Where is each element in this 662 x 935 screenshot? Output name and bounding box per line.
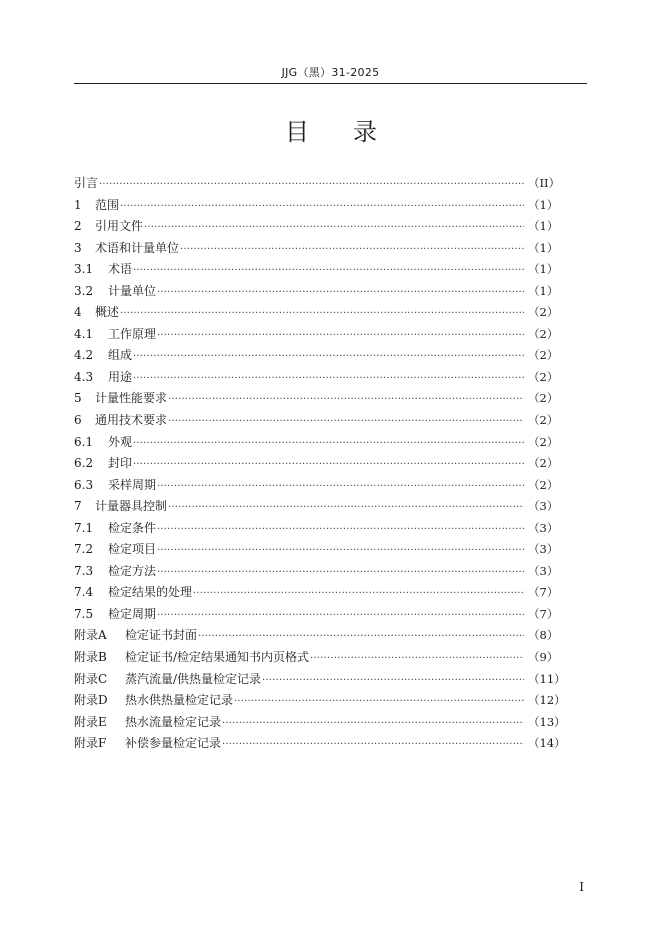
toc-entry-number: 3.2 bbox=[74, 283, 94, 298]
toc-entry-label: 工作原理 bbox=[108, 326, 157, 341]
toc-entry[interactable] bbox=[74, 690, 566, 712]
toc-entry[interactable] bbox=[74, 432, 558, 454]
toc-entry[interactable] bbox=[74, 496, 558, 518]
toc-entry-page: （13） bbox=[528, 714, 566, 729]
toc-entry-label: 检定项目 bbox=[108, 542, 157, 557]
toc-dot-leader bbox=[120, 196, 524, 218]
toc-entry[interactable] bbox=[74, 216, 558, 238]
toc-entry-number: 4.1 bbox=[74, 326, 94, 341]
toc-dot-leader bbox=[234, 691, 524, 713]
toc-dot-leader bbox=[168, 497, 524, 519]
toc-dot-leader bbox=[310, 648, 524, 670]
toc-entry-label: 计量器具控制 bbox=[95, 499, 168, 514]
toc-entry-label: 检定方法 bbox=[108, 563, 157, 578]
toc-entry-page: （9） bbox=[528, 650, 559, 665]
toc-entry[interactable] bbox=[74, 302, 558, 324]
toc-entry-number: 6.1 bbox=[74, 434, 94, 449]
toc-entry[interactable] bbox=[74, 712, 566, 734]
toc-entry-label: 补偿参量检定记录 bbox=[125, 736, 222, 751]
toc-entry[interactable] bbox=[74, 475, 558, 497]
toc-entry-label: 范围 bbox=[95, 197, 120, 212]
toc-dot-leader bbox=[157, 540, 524, 562]
toc-entry-number: 附录F bbox=[74, 736, 107, 751]
toc-entry-label: 通用技术要求 bbox=[95, 413, 168, 428]
toc-entry[interactable] bbox=[74, 518, 558, 540]
toc-entry-page: （2） bbox=[528, 413, 559, 428]
toc-entry-page: （12） bbox=[528, 693, 566, 708]
toc-entry-label: 检定证书/检定结果通知书内页格式 bbox=[125, 650, 310, 665]
toc-dot-leader bbox=[157, 282, 524, 304]
toc-dot-leader bbox=[222, 734, 524, 756]
toc-entry-label: 检定周期 bbox=[108, 606, 157, 621]
toc-dot-leader bbox=[99, 174, 524, 196]
toc-entry-label: 术语和计量单位 bbox=[95, 240, 180, 255]
toc-entry[interactable] bbox=[74, 733, 566, 755]
toc-entry-number: 6.3 bbox=[74, 477, 94, 492]
toc-dot-leader bbox=[222, 713, 524, 735]
toc-entry[interactable] bbox=[74, 238, 558, 260]
toc-entry-label: 采样周期 bbox=[108, 477, 157, 492]
toc-entry-label: 蒸汽流量/供热量检定记录 bbox=[125, 671, 262, 686]
toc-entry[interactable] bbox=[74, 388, 558, 410]
toc-entry[interactable] bbox=[74, 604, 558, 626]
toc-dot-leader bbox=[133, 433, 524, 455]
toc-entry-number: 5 bbox=[74, 391, 82, 406]
toc-entry-label: 封印 bbox=[108, 456, 133, 471]
toc-dot-leader bbox=[168, 411, 524, 433]
toc-entry-page: （2） bbox=[528, 456, 559, 471]
toc-entry[interactable] bbox=[74, 410, 558, 432]
toc-entry-page: （2） bbox=[528, 305, 559, 320]
toc-entry-page: （2） bbox=[528, 326, 559, 341]
page-title: 目录 bbox=[285, 118, 421, 146]
toc-entry-page: （3） bbox=[528, 499, 559, 514]
toc-entry-number: 7 bbox=[74, 499, 82, 514]
toc-entry-page: （1） bbox=[528, 219, 559, 234]
toc-entry[interactable] bbox=[74, 324, 558, 346]
toc-entry-number: 附录B bbox=[74, 650, 107, 665]
toc-entry-page: （14） bbox=[528, 736, 566, 751]
toc-entry[interactable] bbox=[74, 625, 558, 647]
toc-entry-number: 6 bbox=[74, 413, 82, 428]
toc-entry[interactable] bbox=[74, 669, 566, 691]
toc-entry-number: 7.1 bbox=[74, 520, 94, 535]
toc-entry-page: （2） bbox=[528, 391, 559, 406]
toc-entry-page: （3） bbox=[528, 520, 559, 535]
toc-entry-page: （2） bbox=[528, 369, 559, 384]
toc-entry-number: 7.2 bbox=[74, 542, 94, 557]
toc-entry[interactable] bbox=[74, 561, 558, 583]
toc-dot-leader bbox=[133, 368, 524, 390]
toc-entry-page: （1） bbox=[528, 240, 559, 255]
toc-entry-number: 7.3 bbox=[74, 563, 94, 578]
toc-dot-leader bbox=[168, 389, 524, 411]
toc-entry-number: 7.5 bbox=[74, 606, 94, 621]
toc-entry-number: 7.4 bbox=[74, 585, 94, 600]
toc-entry-page: （II） bbox=[528, 176, 561, 190]
toc-entry[interactable] bbox=[74, 173, 561, 195]
toc-dot-leader bbox=[180, 239, 524, 261]
toc-entry-label: 术语 bbox=[108, 262, 133, 277]
toc-entry[interactable] bbox=[74, 453, 558, 475]
toc-dot-leader bbox=[133, 454, 524, 476]
toc-entry-page: （1） bbox=[528, 197, 559, 212]
page-number: I bbox=[579, 880, 584, 894]
toc-entry-label: 用途 bbox=[108, 369, 133, 384]
toc-entry-label: 检定条件 bbox=[108, 520, 157, 535]
toc-entry[interactable] bbox=[74, 281, 558, 303]
toc-dot-leader bbox=[262, 670, 524, 692]
toc-entry-label: 计量性能要求 bbox=[95, 391, 168, 406]
toc-dot-leader bbox=[157, 325, 524, 347]
toc-entry-label: 热水流量检定记录 bbox=[125, 714, 222, 729]
toc-entry-page: （7） bbox=[528, 585, 559, 600]
toc-entry-label: 检定证书封面 bbox=[125, 628, 198, 643]
toc-entry-page: （3） bbox=[528, 542, 559, 557]
toc-entry-page: （1） bbox=[528, 262, 559, 277]
toc-entry-page: （2） bbox=[528, 434, 559, 449]
toc-entry-label: 热水供热量检定记录 bbox=[125, 693, 234, 708]
toc-entry-label: 外观 bbox=[108, 434, 133, 449]
toc-entry-page: （3） bbox=[528, 563, 559, 578]
toc-entry[interactable] bbox=[74, 582, 558, 604]
toc-entry-number: 附录A bbox=[74, 628, 107, 643]
toc-entry-page: （2） bbox=[528, 477, 559, 492]
toc-dot-leader bbox=[144, 217, 524, 239]
toc-entry-label: 引言 bbox=[74, 176, 99, 190]
toc-entry-page: （11） bbox=[528, 671, 566, 686]
toc-entry-number: 4.2 bbox=[74, 348, 94, 363]
toc-entry-number: 附录E bbox=[74, 714, 107, 729]
toc-dot-leader bbox=[157, 476, 524, 498]
toc-entry-number: 4.3 bbox=[74, 369, 94, 384]
toc-entry-page: （1） bbox=[528, 283, 559, 298]
toc-dot-leader bbox=[133, 260, 524, 282]
toc-entry-label: 组成 bbox=[108, 348, 133, 363]
toc-dot-leader bbox=[120, 303, 524, 325]
toc-entry-label: 计量单位 bbox=[108, 283, 157, 298]
toc-entry-number: 附录D bbox=[74, 693, 108, 708]
toc-dot-leader bbox=[157, 562, 524, 584]
toc-entry-number: 3.1 bbox=[74, 262, 94, 277]
toc-entry-label: 概述 bbox=[95, 305, 120, 320]
toc-entry[interactable] bbox=[74, 259, 558, 281]
toc-entry-page: （7） bbox=[528, 606, 559, 621]
toc-entry[interactable] bbox=[74, 345, 558, 367]
document-code-header: JJG（黑）31-2025 bbox=[281, 66, 380, 79]
toc-dot-leader bbox=[157, 605, 524, 627]
header-rule bbox=[74, 83, 587, 84]
toc-entry[interactable] bbox=[74, 539, 558, 561]
toc-entry[interactable] bbox=[74, 647, 558, 669]
toc-entry-number: 3 bbox=[74, 240, 82, 255]
toc-entry-number: 2 bbox=[74, 219, 82, 234]
toc-entry[interactable] bbox=[74, 195, 558, 217]
toc-entry-page: （8） bbox=[528, 628, 559, 643]
toc-dot-leader bbox=[133, 346, 524, 368]
toc-entry-number: 附录C bbox=[74, 671, 108, 686]
toc-dot-leader bbox=[157, 519, 524, 541]
toc-entry-label: 引用文件 bbox=[95, 219, 144, 234]
toc-entry-number: 4 bbox=[74, 305, 82, 320]
toc-dot-leader bbox=[193, 583, 524, 605]
toc-entry-number: 1 bbox=[74, 197, 82, 212]
toc-entry-label: 检定结果的处理 bbox=[108, 585, 193, 600]
toc-entry[interactable] bbox=[74, 367, 558, 389]
toc-entry-page: （2） bbox=[528, 348, 559, 363]
toc-dot-leader bbox=[198, 626, 524, 648]
toc-entry-number: 6.2 bbox=[74, 456, 94, 471]
table-of-contents bbox=[74, 173, 566, 755]
